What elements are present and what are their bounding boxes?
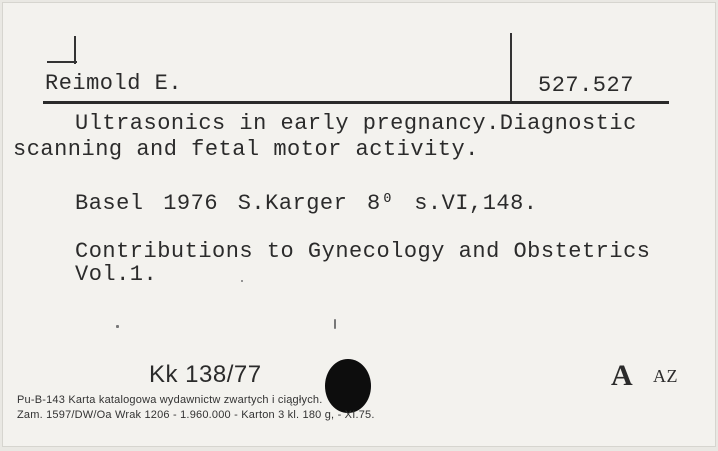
language-code: AZ xyxy=(653,366,678,386)
shelf-mark: Kk 138/77 xyxy=(149,361,262,388)
printer-imprint-line-1: Pu-B-143 Karta katalogowa wydawnictw zwartych i ciągłych. xyxy=(17,394,323,406)
author-name: Reimold E. xyxy=(45,71,183,96)
series-line-2: Vol.1. xyxy=(75,262,158,287)
paper-speck xyxy=(241,280,243,282)
paper-speck xyxy=(116,325,119,328)
call-number: 527.527 xyxy=(538,73,634,98)
header-rule xyxy=(43,101,669,104)
title-line-2: scanning and fetal motor activity. xyxy=(13,137,479,162)
imprint-line: Basel 1976 S.Karger 8⁰ s.VI,148. xyxy=(75,191,538,216)
corner-rule-vertical xyxy=(74,36,76,64)
printer-imprint-line-2: Zam. 1597/DW/Oa Wrak 1206 - 1.960.000 - Karton 3 kl. 180 g, - XI.75. xyxy=(17,409,375,421)
ink-blot xyxy=(325,359,371,413)
corner-rule-horizontal xyxy=(47,61,77,63)
handwritten-mark: A xyxy=(611,359,634,392)
paper-speck xyxy=(334,319,336,329)
catalog-card xyxy=(2,2,716,447)
series-line-1: Contributions to Gynecology and Obstetrics xyxy=(75,239,651,264)
column-divider xyxy=(510,33,512,101)
title-line-1: Ultrasonics in early pregnancy.Diagnostic xyxy=(75,111,637,136)
